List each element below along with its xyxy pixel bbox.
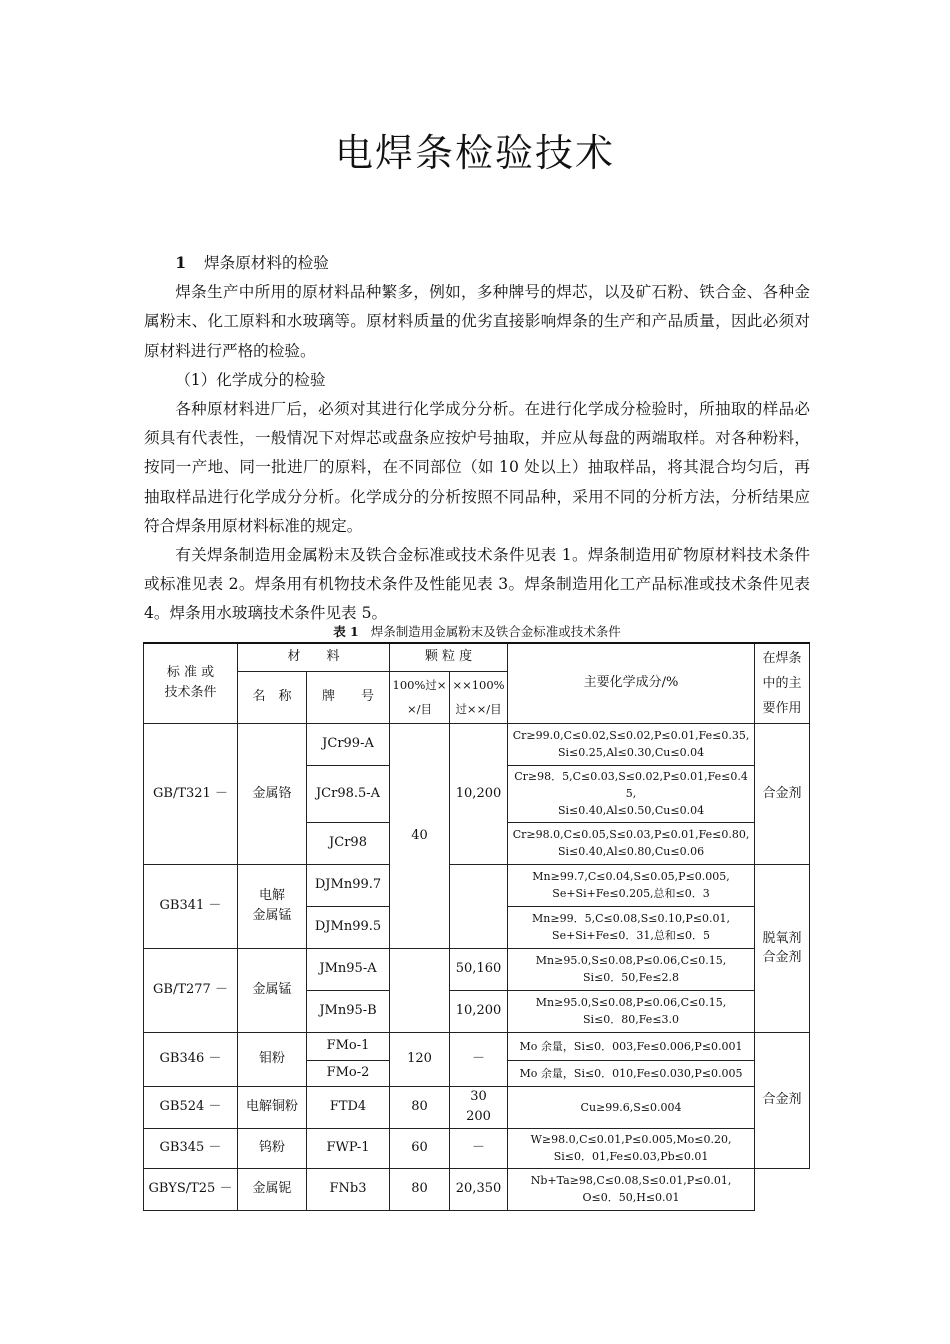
- table-row: [144, 864, 810, 906]
- p1-cell: 60: [390, 1128, 450, 1168]
- standard-cell: GB524 －: [144, 1086, 238, 1128]
- header-particle: 颗 粒 度: [390, 643, 508, 671]
- table-row: [144, 948, 810, 990]
- p1-cell-empty: [390, 948, 450, 1032]
- header-material: 材 料: [238, 643, 390, 671]
- composition-cell: Cu≥99.6,S≤0.004: [508, 1086, 755, 1128]
- table-row: [144, 1128, 810, 1168]
- p2-cell: 20,350: [450, 1168, 508, 1210]
- grade-cell: FMo-2: [307, 1060, 390, 1086]
- composition-cell: Mn≥99．5,C≤0.08,S≤0.10,P≤0.01, Se+Si+Fe≤0．31,总和≤0．5: [508, 906, 755, 948]
- composition-cell: Nb+Ta≥98,C≤0.08,S≤0.01,P≤0.01, O≤0．50,H≤0.01: [508, 1168, 755, 1210]
- composition-cell: Cr≥98．5,C≤0.03,S≤0.02,P≤0.01,Fe≤0.4 5, Si≤0.40,Al≤0.50,Cu≤0.04: [508, 765, 755, 822]
- p2-cell: 10,200: [450, 990, 508, 1032]
- name-cell: 金属铬: [238, 723, 307, 864]
- p2-cell: －: [450, 1128, 508, 1168]
- composition-cell: W≥98.0,C≤0.01,P≤0.005,Mo≤0.20, Si≤0．01,Fe≤0.03,Pb≤0.01: [508, 1128, 755, 1168]
- header-standard: 标 准 或 技术条件: [144, 643, 238, 723]
- body-text: [144, 248, 810, 629]
- name-cell: 钨粉: [238, 1128, 307, 1168]
- grade-cell: FMo-1: [307, 1032, 390, 1060]
- table-row: [144, 1086, 810, 1128]
- table-caption: [144, 622, 810, 640]
- grade-cell: JMn95-A: [307, 948, 390, 990]
- grade-cell: DJMn99.5: [307, 906, 390, 948]
- header-row: [144, 643, 810, 671]
- header-composition: 主要化学成分/%: [508, 643, 755, 723]
- composition-cell: Mn≥95.0,S≤0.08,P≤0.06,C≤0.15, Si≤0．80,Fe≤3.0: [508, 990, 755, 1032]
- p2-cell-empty: [450, 906, 508, 948]
- paragraph-2: 各种原材料进厂后，必须对其进行化学成分分析。在进行化学成分检验时，所抽取的样品必须具有代表性，一般情况下对焊芯或盘条应按炉号抽取，并应从每盘的两端取样。对各种粉料，按同一产地、同一批进厂的原料，在不同部位（如 10 处以上）抽取样品，将其混合均匀后，再抽取样品进行化学成分分析。化学成分的分析按照不同品种，采用不同的分析方法，分析结果应符合焊条用原材料标准的规定。: [144, 400, 810, 535]
- p2-cell: 50,160: [450, 948, 508, 990]
- name-cell: 金属锰: [238, 948, 307, 1032]
- header-p1: 100%过× ×/目: [390, 671, 450, 723]
- section-number: 1: [175, 253, 187, 272]
- standard-cell: GB345 －: [144, 1128, 238, 1168]
- p2-cell: －: [450, 1032, 508, 1086]
- role-cell: 合金剂: [755, 1032, 810, 1168]
- table-row: [144, 1032, 810, 1060]
- composition-cell: Cr≥99.0,C≤0.02,S≤0.02,P≤0.01,Fe≤0.35, Si≤0.25,Al≤0.30,Cu≤0.04: [508, 723, 755, 765]
- p2-cell-empty: [450, 864, 508, 906]
- role-cell: 脱氧剂 合金剂: [755, 864, 810, 1032]
- header-role: 在焊条 中的主 要作用: [755, 643, 810, 723]
- grade-cell: FWP-1: [307, 1128, 390, 1168]
- name-cell: 电解 金属锰: [238, 864, 307, 948]
- p2-cell: 10,200: [450, 723, 508, 864]
- subsection-heading: （1）化学成分的检验: [175, 370, 326, 389]
- grade-cell: FNb3: [307, 1168, 390, 1210]
- p1-cell: 80: [390, 1086, 450, 1128]
- table-number: 表 1: [333, 624, 359, 639]
- grade-cell: DJMn99.7: [307, 864, 390, 906]
- name-cell: 电解铜粉: [238, 1086, 307, 1128]
- header-grade: 牌 号: [307, 671, 390, 723]
- standard-cell: GBYS/T25 －: [144, 1168, 238, 1210]
- table-title: 焊条制造用金属粉末及铁合金标准或技术条件: [370, 624, 621, 639]
- p2-cell: 30 200: [450, 1086, 508, 1128]
- p1-cell: 120: [390, 1032, 450, 1086]
- standard-cell: GB346 －: [144, 1032, 238, 1086]
- composition-cell: Mn≥99.7,C≤0.04,S≤0.05,P≤0.005, Se+Si+Fe≤0.205,总和≤0．3: [508, 864, 755, 906]
- grade-cell: JMn95-B: [307, 990, 390, 1032]
- grade-cell: FTD4: [307, 1086, 390, 1128]
- p1-cell: 40: [390, 723, 450, 948]
- grade-cell: JCr99-A: [307, 723, 390, 765]
- paragraph-1: 焊条生产中所用的原材料品种繁多，例如，多种牌号的焊芯，以及矿石粉、铁合金、各种金属粉末、化工原料和水玻璃等。原材料质量的优劣直接影响焊条的生产和产品质量，因此必须对原材料进行严格的检验。: [144, 283, 810, 360]
- composition-cell: Mo 余量，Si≤0．003,Fe≤0.006,P≤0.001: [508, 1032, 755, 1060]
- paragraph-3: 有关焊条制造用金属粉末及铁合金标准或技术条件见表 1。焊条制造用矿物原材料技术条件或标准见表 2。焊条用有机物技术条件及性能见表 3。焊条制造用化工产品标准或技术条件见表 4。焊条用水玻璃技术条件见表 5。: [144, 546, 810, 623]
- standard-cell: GB/T277 －: [144, 948, 238, 1032]
- standard-cell: GB341 －: [144, 864, 238, 948]
- section-title: 焊条原材料的检验: [204, 254, 329, 272]
- grade-cell: JCr98: [307, 822, 390, 864]
- grade-cell: JCr98.5-A: [307, 765, 390, 822]
- name-cell: 金属铌: [238, 1168, 307, 1210]
- materials-table: [143, 642, 810, 1211]
- p1-cell: 80: [390, 1168, 450, 1210]
- composition-cell: Cr≥98.0,C≤0.05,S≤0.03,P≤0.01,Fe≤0.80, Si≤0.40,Al≤0.80,Cu≤0.06: [508, 822, 755, 864]
- header-p2: ××100% 过××/目: [450, 671, 508, 723]
- section-heading: [144, 248, 810, 278]
- role-cell: 合金剂: [755, 723, 810, 864]
- document-title: 电焊条检验技术: [334, 131, 615, 175]
- composition-cell: Mo 余量，Si≤0．010,Fe≤0.030,P≤0.005: [508, 1060, 755, 1086]
- table-row: [144, 723, 810, 765]
- name-cell: 钼粉: [238, 1032, 307, 1086]
- table-row: [144, 1168, 810, 1210]
- standard-cell: GB/T321 －: [144, 723, 238, 864]
- composition-cell: Mn≥95.0,S≤0.08,P≤0.06,C≤0.15, Si≤0．50,Fe≤2.8: [508, 948, 755, 990]
- header-name: 名 称: [238, 671, 307, 723]
